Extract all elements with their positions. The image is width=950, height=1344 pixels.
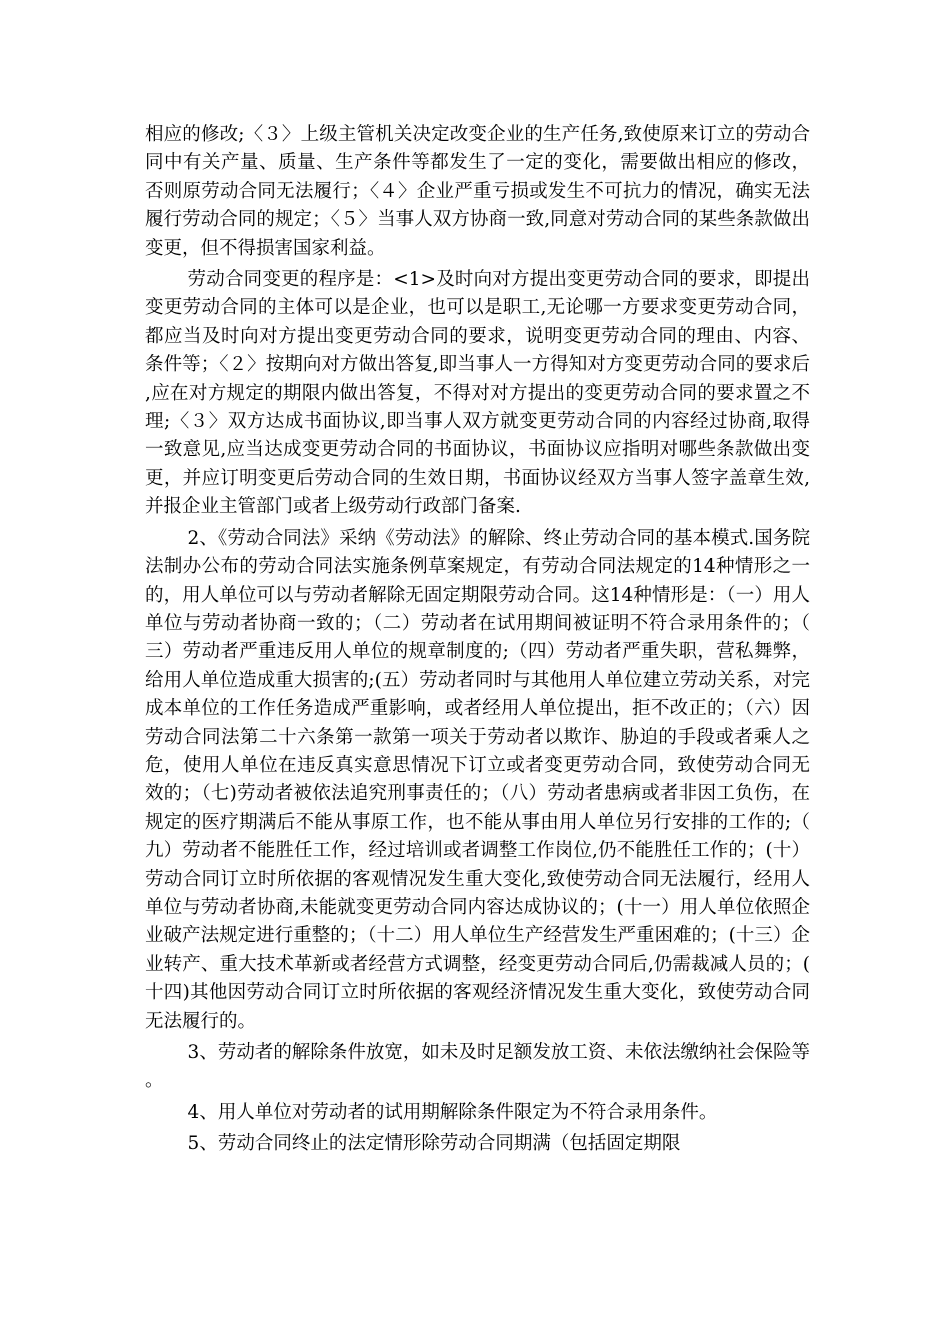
paragraph-contract-modification-conditions: 相应的修改;〈３〉上级主管机关决定改变企业的生产任务,致使原来订立的劳动合同中有关产量、质量、生产条件等都发生了一定的变化，需要做出相应的修改，否则原劳动合同无法履行；〈４〉企业严重亏损或发生不可抗力的情况，确实无法履行劳动合同的规定；〈５〉当事人双方协商一致,同意对劳动合同的某些条款做出变更，但不得损害国家利益。 xyxy=(145,124,810,259)
document-page xyxy=(145,121,810,1159)
paragraph-worker-termination-conditions: 3、劳动者的解除条件放宽，如未及时足额发放工资、未依法缴纳社会保险等。 xyxy=(145,1042,810,1092)
paragraph-probation-termination: 4、用人单位对劳动者的试用期解除条件限定为不符合录用条件。 xyxy=(187,1101,718,1123)
paragraph-contract-end-situations: 5、劳动合同终止的法定情形除劳动合同期满（包括固定期限 xyxy=(187,1133,681,1155)
paragraph-termination-mode: 2、《劳动合同法》采纳《劳动法》的解除、终止劳动合同的基本模式.国务院法制办公布的劳动合同法实施条例草案规定，有劳动合同法规定的14种情形之一的，用人单位可以与劳动者解除无固定期限劳动合同。这14种情形是：（一）用人单位与劳动者协商一致的；（二）劳动者在试用期间被证明不符合录用条件的；（三）劳动者严重违反用人单位的规章制度的;（四）劳动者严重失职，营私舞弊，给用人单位造成重大损害的;(五）劳动者同时与其他用人单位建立劳动关系，对完成本单位的工作任务造成严重影响，或者经用人单位提出，拒不改正的；（六）因劳动合同法第二十六条第一款第一项关于劳动者以欺诈、胁迫的手段或者乘人之危，使用人单位在违反真实意思情况下订立或者变更劳动合同，致使劳动合同无效的；（七)劳动者被依法追究刑事责任的；（八）劳动者患病或者非因工负伤，在规定的医疗期满后不能从事原工作，也不能从事由用人单位另行安排的工作的;（九）劳动者不能胜任工作，经过培训或者调整工作岗位,仍不能胜任工作的；(十）劳动合同订立时所依据的客观情况发生重大变化,致使劳动合同无法履行，经用人单位与劳动者协商,未能就变更劳动合同内容达成协议的；(十一）用人单位依照企业破产法规定进行重整的；（十二）用人单位生产经营发生严重困难的；(十三）企业转产、重大技术革新或者经营方式调整，经变更劳动合同后,仍需裁减人员的；(十四)其他因劳动合同订立时所依据的客观经济情况发生重大变化，致使劳动合同无法履行的。 xyxy=(145,527,810,1032)
paragraph-contract-modification-procedure: 劳动合同变更的程序是：<1>及时向对方提出变更劳动合同的要求，即提出变更劳动合同的主体可以是企业，也可以是职工,无论哪一方要求变更劳动合同，都应当及时向对方提出变更劳动合同的要求，说明变更劳动合同的理由、内容、条件等；〈２〉按期向对方做出答复,即当事人一方得知对方变更劳动合同的要求后,应在对方规定的期限内做出答复，不得对对方提出的变更劳动合同的要求置之不理;〈３〉双方达成书面协议,即当事人双方就变更劳动合同的内容经过协商,取得一致意见,应当达成变更劳动合同的书面协议，书面协议应指明对哪些条款做出变更，并应订明变更后劳动合同的生效日期，书面协议经双方当事人签字盖章生效,并报企业主管部门或者上级劳动行政部门备案. xyxy=(145,269,810,518)
